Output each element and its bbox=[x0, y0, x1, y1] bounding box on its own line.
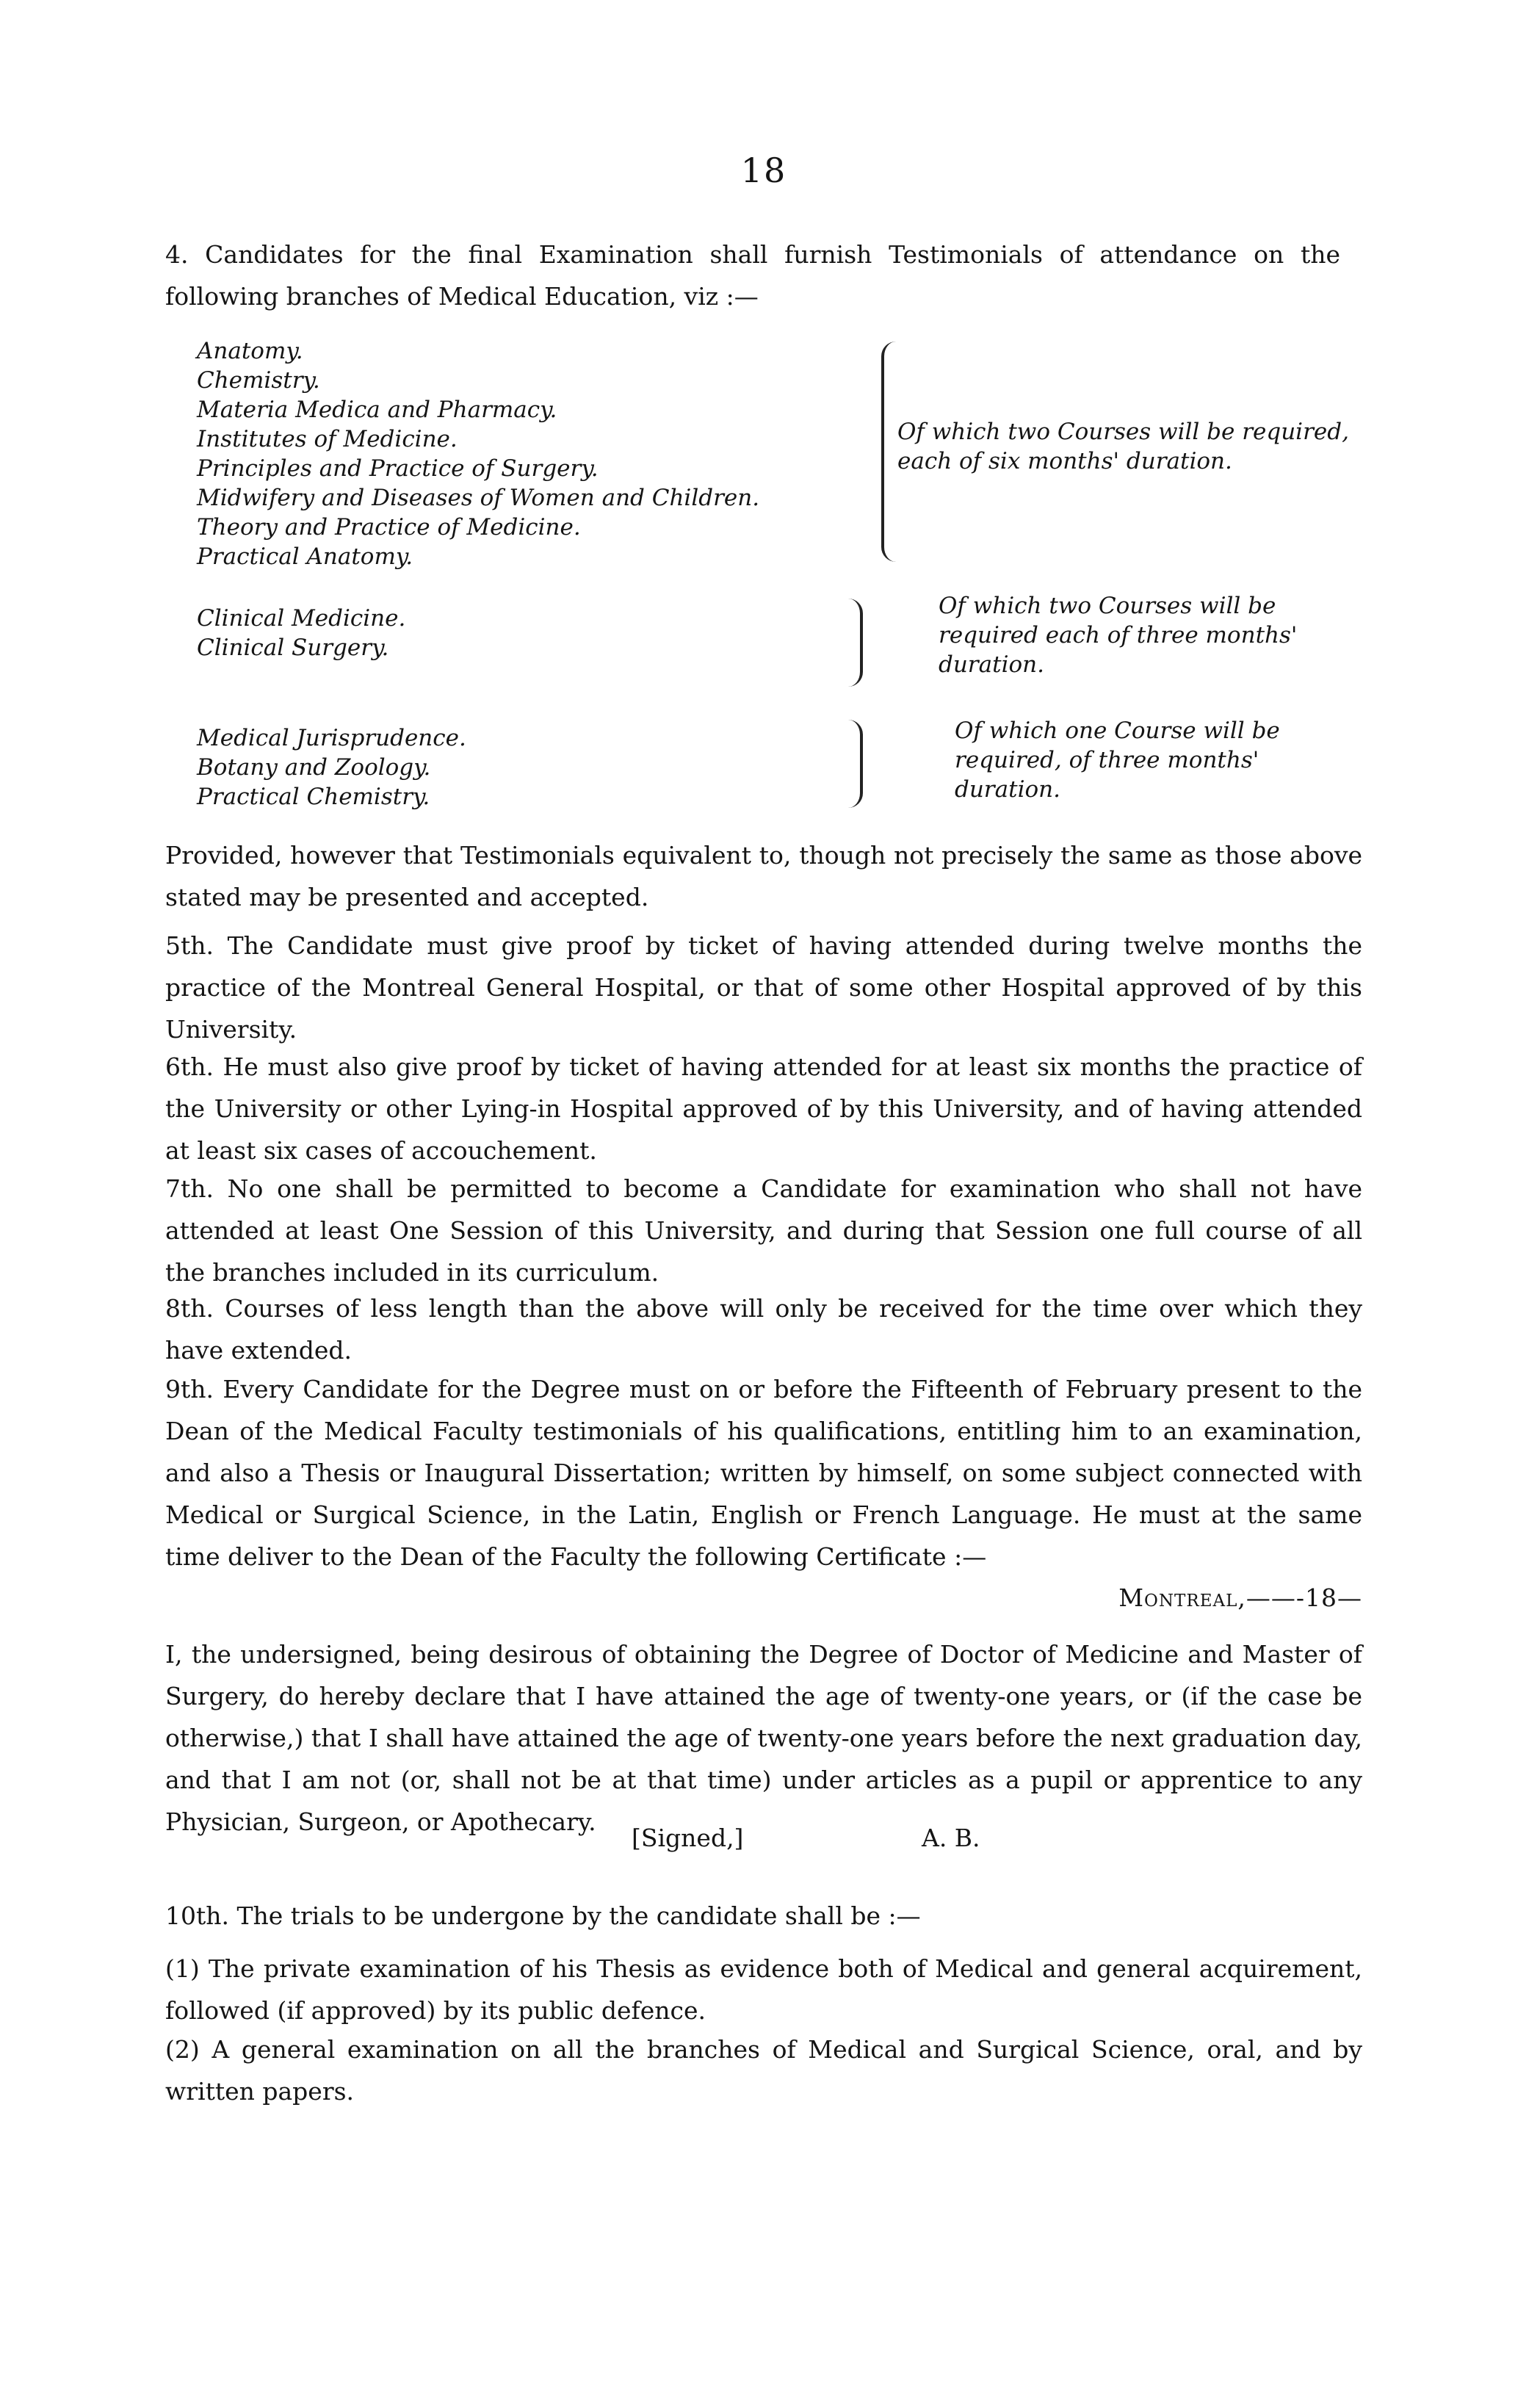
course-note-3: Of which one Course will be required, of three months' duration. bbox=[955, 718, 1280, 803]
brace bbox=[881, 342, 896, 562]
trial-1: (1) The private examination of his Thesis as evidence both of Medical and general acquirement, followed (if approved) by its public defence. bbox=[165, 1954, 1362, 2025]
brace bbox=[848, 599, 863, 687]
paragraph-9: 9th. Every Candidate for the Degree must on or before the Fifteenth of February present to the Dean of the Medical Faculty testimonials of his qualifications, entitling him to an examination, and also a Thesis or Inaugural Dissertation; written by himself, on some subject connected with Medical or Surgical Science, in the Latin, English or French Language. He must at the same time deliver to the Dean of the Faculty the following Certificate :— bbox=[165, 1375, 1362, 1571]
certificate-place-date: Montreal,——-18— bbox=[1118, 1583, 1362, 1612]
course-list-2 bbox=[197, 604, 405, 662]
list-item: Practical Chemistry. bbox=[197, 784, 430, 810]
course-list-3 bbox=[197, 723, 466, 812]
paragraph-6: 6th. He must also give proof by ticket of having attended for at least six months the practice of the University or other Lying-in Hospital approved of by this University, and of having attended at least six cases of accouchement. bbox=[165, 1052, 1362, 1165]
paragraph-4: 4. Candidates for the final Examination shall furnish Testimonials of attendance on the following branches of Medical Education, viz :— bbox=[165, 240, 1340, 311]
list-item: Chemistry. bbox=[197, 367, 320, 394]
list-item: Anatomy. bbox=[197, 338, 303, 364]
page-number: 18 bbox=[740, 151, 787, 190]
course-note-2: Of which two Courses will be required each of three months' duration. bbox=[939, 593, 1298, 678]
list-item: Institutes of Medicine. bbox=[197, 426, 458, 452]
signature-initials: A. B. bbox=[922, 1824, 980, 1852]
list-item: Materia Medica and Pharmacy. bbox=[197, 397, 557, 423]
paragraph-5: 5th. The Candidate must give proof by ticket of having attended during twelve months the practice of the Montreal General Hospital, or that of some other Hospital approved of by this University. bbox=[165, 931, 1362, 1044]
certificate-body: I, the undersigned, being desirous of obtaining the Degree of Doctor of Medicine and Master of Surgery, do hereby declare that I have attained the age of twenty-one years, or (if the case be otherwise,) that I shall have attained the age of twenty-one years before the next graduation day, and that I am not (or, shall not be at that time) under articles as a pupil or apprentice to any Physician, Surgeon, or Apothecary. bbox=[165, 1640, 1362, 1836]
course-note-1: Of which two Courses will be required, each of six months' duration. bbox=[897, 419, 1349, 474]
paragraph-8: 8th. Courses of less length than the above will only be received for the time over which they have extended. bbox=[165, 1294, 1362, 1365]
list-item: Botany and Zoology. bbox=[197, 754, 431, 781]
list-item: Theory and Practice of Medicine. bbox=[197, 514, 581, 541]
list-item: Principles and Practice of Surgery. bbox=[197, 455, 599, 482]
trial-2: (2) A general examination on all the branches of Medical and Surgical Science, oral, and by written papers. bbox=[165, 2035, 1362, 2106]
list-item: Clinical Medicine. bbox=[197, 605, 406, 632]
paragraph-10: 10th. The trials to be undergone by the candidate shall be :— bbox=[165, 1901, 921, 1930]
signed-label: [Signed,] bbox=[632, 1824, 744, 1852]
list-item: Medical Jurisprudence. bbox=[197, 725, 466, 751]
list-item: Clinical Surgery. bbox=[197, 635, 389, 661]
provided-paragraph: Provided, however that Testimonials equivalent to, though not precisely the same as those above stated may be presented and accepted. bbox=[165, 841, 1362, 911]
list-item: Practical Anatomy. bbox=[197, 543, 413, 570]
course-list-1 bbox=[197, 336, 759, 571]
list-item: Midwifery and Diseases of Women and Children. bbox=[197, 485, 760, 511]
paragraph-7: 7th. No one shall be permitted to become a Candidate for examination who shall not have attended at least One Session of this University, and during that Session one full course of all the branches included in its curriculum. bbox=[165, 1174, 1362, 1287]
brace bbox=[848, 720, 863, 808]
